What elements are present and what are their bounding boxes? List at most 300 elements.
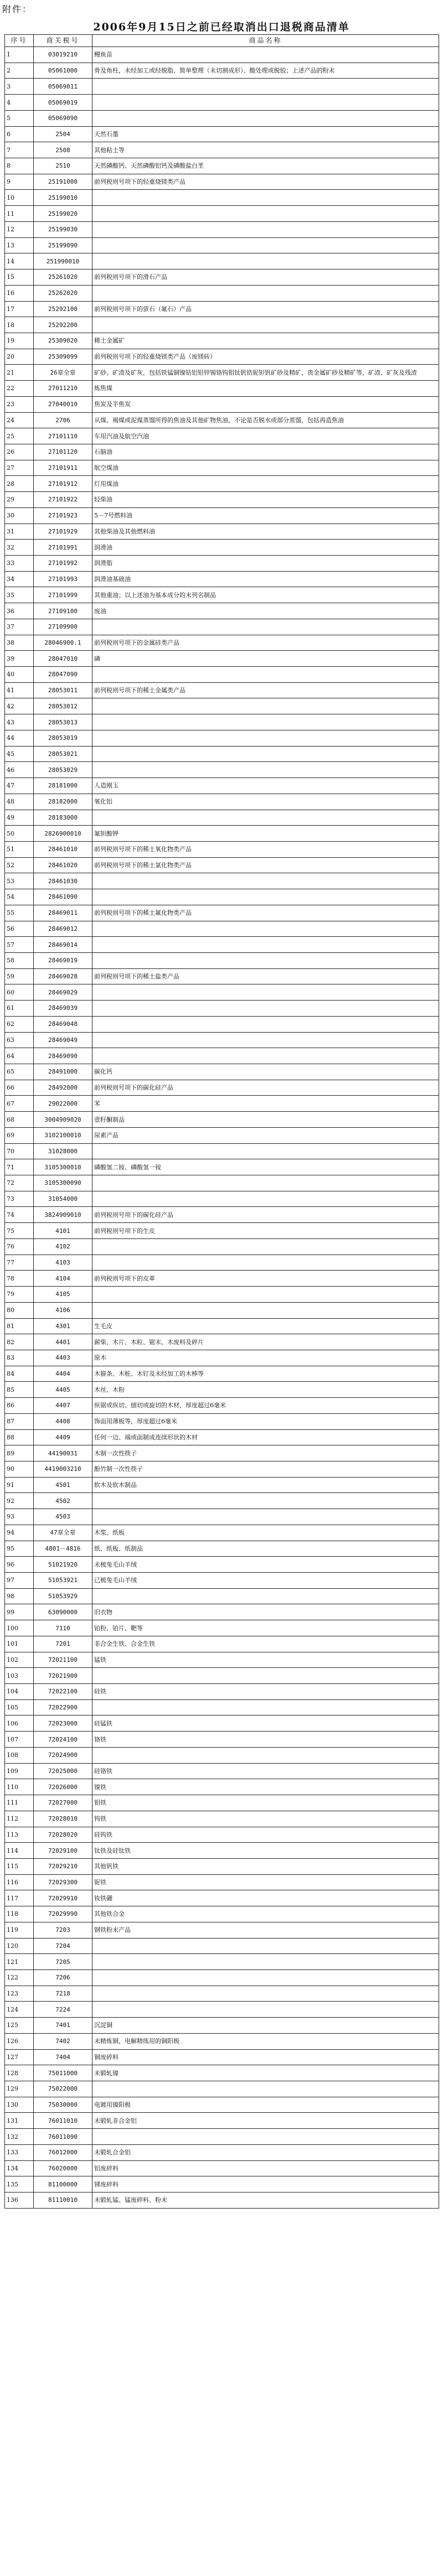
row-seq: 4 xyxy=(5,95,34,111)
row-tariff-code: 72027000 xyxy=(34,1795,92,1811)
row-seq: 37 xyxy=(5,619,34,635)
table-row xyxy=(5,2193,439,2209)
row-goods-name xyxy=(92,1747,439,1763)
table-row xyxy=(5,1573,439,1589)
row-goods-name: 酚竹制一次性筷子 xyxy=(92,1461,439,1477)
row-tariff-code: 3105300010 xyxy=(34,1159,92,1175)
table-row xyxy=(5,2081,439,2097)
row-tariff-code: 28469028 xyxy=(34,968,92,984)
table-row xyxy=(5,1763,439,1779)
row-tariff-code: 03019210 xyxy=(34,47,92,63)
row-seq: 80 xyxy=(5,1302,34,1318)
row-goods-name: 前列税则号项下的稀土氯化物类产品 xyxy=(92,857,439,873)
row-seq: 73 xyxy=(5,1191,34,1207)
row-seq: 130 xyxy=(5,2097,34,2113)
row-tariff-code: 25309099 xyxy=(34,349,92,365)
table-row xyxy=(5,1223,439,1239)
table-row xyxy=(5,1747,439,1763)
table-row xyxy=(5,698,439,714)
table-row xyxy=(5,587,439,603)
row-goods-name: 电镀用镍阳极 xyxy=(92,2097,439,2113)
table-row xyxy=(5,269,439,286)
row-tariff-code: 28047090 xyxy=(34,667,92,683)
row-seq: 134 xyxy=(5,2160,34,2176)
row-goods-name: 其他粘土等 xyxy=(92,142,439,158)
table-row xyxy=(5,79,439,95)
row-seq: 122 xyxy=(5,1969,34,1986)
row-goods-name: 氟钽酸钾 xyxy=(92,826,439,842)
row-tariff-code: 4104 xyxy=(34,1271,92,1287)
row-seq: 135 xyxy=(5,2176,34,2193)
row-goods-name: 车用汽油及航空汽油 xyxy=(92,428,439,444)
table-row xyxy=(5,1890,439,1906)
table-row xyxy=(5,571,439,587)
column-header-seq: 序号 xyxy=(5,35,34,47)
table-row xyxy=(5,1843,439,1859)
row-seq: 121 xyxy=(5,1954,34,1970)
table-row xyxy=(5,619,439,635)
row-goods-name: 壹籽酮制品 xyxy=(92,1112,439,1128)
row-tariff-code: 25199090 xyxy=(34,237,92,253)
table-row xyxy=(5,603,439,619)
row-goods-name: 未锻轧锰、锰废碎料、粉末 xyxy=(92,2193,439,2209)
row-tariff-code: 27101110 xyxy=(34,428,92,444)
row-seq: 99 xyxy=(5,1604,34,1620)
row-tariff-code: 28461090 xyxy=(34,889,92,905)
table-row xyxy=(5,333,439,349)
row-seq: 62 xyxy=(5,1016,34,1032)
row-goods-name xyxy=(92,1191,439,1207)
row-tariff-code: 4408 xyxy=(34,1413,92,1429)
table-row xyxy=(5,1938,439,1954)
table-row xyxy=(5,952,439,968)
row-tariff-code: 4419003210 xyxy=(34,1461,92,1477)
row-goods-name: 前列税则号项下的碳化硅产品 xyxy=(92,1207,439,1223)
table-row xyxy=(5,190,439,206)
row-tariff-code: 28461010 xyxy=(34,841,92,857)
row-goods-name: 其他铁合金 xyxy=(92,1906,439,1922)
row-goods-name: 未锻轧非合金铝 xyxy=(92,2113,439,2129)
table-row xyxy=(5,968,439,984)
annex-label: 附件： xyxy=(2,4,33,14)
row-seq: 103 xyxy=(5,1668,34,1684)
row-goods-name: 矿砂、矿渣及矿灰，包括铁锰铜镍钴铝铅锌锡铬钨钼钛钒锆铌钽钒矿砂及精矿，贵金属矿砂及精矿等，矿渣、矿灰及残渣 xyxy=(92,365,439,381)
row-seq: 87 xyxy=(5,1413,34,1429)
row-goods-name: 硅铁 xyxy=(92,1684,439,1700)
row-goods-name: 已梳兔毛山羊绒 xyxy=(92,1573,439,1589)
row-goods-name xyxy=(92,762,439,778)
table-row xyxy=(5,1954,439,1970)
row-tariff-code: 27101923 xyxy=(34,507,92,524)
row-seq: 89 xyxy=(5,1445,34,1461)
row-tariff-code: 28053019 xyxy=(34,730,92,746)
row-tariff-code: 27109900 xyxy=(34,619,92,635)
row-seq: 50 xyxy=(5,826,34,842)
row-goods-name: 前列税则号项下的金属硅类产品 xyxy=(92,635,439,651)
row-tariff-code: 25199010 xyxy=(34,190,92,206)
table-row xyxy=(5,1302,439,1318)
table-row xyxy=(5,937,439,953)
row-goods-name: 锰铁 xyxy=(92,1652,439,1668)
row-seq: 97 xyxy=(5,1573,34,1589)
row-tariff-code: 4106 xyxy=(34,1302,92,1318)
table-row xyxy=(5,206,439,222)
table-row xyxy=(5,905,439,921)
row-seq: 59 xyxy=(5,968,34,984)
row-tariff-code: 27101120 xyxy=(34,444,92,460)
row-seq: 117 xyxy=(5,1890,34,1906)
row-tariff-code: 7110 xyxy=(34,1620,92,1636)
row-goods-name xyxy=(92,1668,439,1684)
table-row xyxy=(5,2176,439,2193)
row-tariff-code: 4103 xyxy=(34,1255,92,1271)
row-seq: 36 xyxy=(5,603,34,619)
table-row xyxy=(5,1493,439,1509)
table-row xyxy=(5,428,439,444)
row-tariff-code: 31054000 xyxy=(34,1191,92,1207)
row-seq: 108 xyxy=(5,1747,34,1763)
row-tariff-code: 25191000 xyxy=(34,174,92,190)
row-seq: 57 xyxy=(5,937,34,953)
row-tariff-code: 3824909010 xyxy=(34,1207,92,1223)
table-row xyxy=(5,1413,439,1429)
row-seq: 64 xyxy=(5,1048,34,1064)
row-goods-name xyxy=(92,95,439,111)
row-goods-name: 前列税则号项下的生皮 xyxy=(92,1223,439,1239)
table-row xyxy=(5,651,439,667)
table-row xyxy=(5,476,439,492)
row-seq: 86 xyxy=(5,1398,34,1414)
table-row xyxy=(5,1445,439,1461)
row-tariff-code: 25199030 xyxy=(34,221,92,237)
row-seq: 106 xyxy=(5,1715,34,1732)
row-goods-name: 铬铁 xyxy=(92,1732,439,1748)
table-row xyxy=(5,1541,439,1557)
row-goods-name xyxy=(92,79,439,95)
table-row xyxy=(5,2160,439,2176)
row-tariff-code: 4105 xyxy=(34,1287,92,1303)
row-seq: 8 xyxy=(5,158,34,174)
row-goods-name xyxy=(92,984,439,1001)
row-tariff-code: 72021100 xyxy=(34,1652,92,1668)
row-tariff-code: 2504 xyxy=(34,126,92,142)
row-seq: 65 xyxy=(5,1064,34,1080)
table-row xyxy=(5,301,439,317)
row-seq: 85 xyxy=(5,1382,34,1398)
table-row xyxy=(5,507,439,524)
row-tariff-code: 27109100 xyxy=(34,603,92,619)
row-seq: 124 xyxy=(5,2002,34,2018)
table-row xyxy=(5,349,439,365)
row-seq: 105 xyxy=(5,1699,34,1715)
row-tariff-code: 28469011 xyxy=(34,905,92,921)
row-goods-name: 硅铬铁 xyxy=(92,1763,439,1779)
row-seq: 63 xyxy=(5,1032,34,1048)
row-tariff-code: 72022100 xyxy=(34,1684,92,1700)
row-goods-name xyxy=(92,1032,439,1048)
row-seq: 116 xyxy=(5,1874,34,1890)
row-tariff-code: 72029990 xyxy=(34,1906,92,1922)
row-tariff-code: 25309020 xyxy=(34,333,92,349)
row-goods-name: 前列税则号项下的滑石产品 xyxy=(92,269,439,286)
table-row xyxy=(5,2065,439,2081)
row-goods-name: 碳化钙 xyxy=(92,1064,439,1080)
row-tariff-code: 28181000 xyxy=(34,778,92,794)
row-tariff-code: 4403 xyxy=(34,1350,92,1366)
row-goods-name: 焦炭及半焦炭 xyxy=(92,396,439,412)
table-row xyxy=(5,110,439,126)
row-goods-name xyxy=(92,1048,439,1064)
row-seq: 112 xyxy=(5,1811,34,1827)
row-goods-name xyxy=(92,810,439,826)
table-row xyxy=(5,365,439,381)
row-seq: 11 xyxy=(5,206,34,222)
row-tariff-code: 28491000 xyxy=(34,1064,92,1080)
table-row xyxy=(5,873,439,889)
table-row xyxy=(5,1001,439,1017)
row-tariff-code: 72025000 xyxy=(34,1763,92,1779)
table-row xyxy=(5,2097,439,2113)
table-row xyxy=(5,2144,439,2160)
row-seq: 46 xyxy=(5,762,34,778)
row-seq: 33 xyxy=(5,556,34,572)
row-seq: 129 xyxy=(5,2081,34,2097)
row-tariff-code: 72029100 xyxy=(34,1843,92,1859)
row-seq: 125 xyxy=(5,2018,34,2034)
table-row xyxy=(5,1969,439,1986)
row-tariff-code: 4301 xyxy=(34,1318,92,1334)
row-tariff-code: 75011000 xyxy=(34,2065,92,2081)
row-goods-name: 任何一边、端或面制成连续形状的木材 xyxy=(92,1429,439,1445)
row-goods-name xyxy=(92,1175,439,1191)
table-row xyxy=(5,95,439,111)
row-seq: 120 xyxy=(5,1938,34,1954)
row-tariff-code: 51021920 xyxy=(34,1557,92,1573)
row-seq: 110 xyxy=(5,1779,34,1795)
row-goods-name: 钢铁粉末产品 xyxy=(92,1922,439,1938)
row-tariff-code: 63090000 xyxy=(34,1604,92,1620)
row-seq: 41 xyxy=(5,682,34,698)
row-tariff-code: 7204 xyxy=(34,1938,92,1954)
row-tariff-code: 29022000 xyxy=(34,1096,92,1112)
row-seq: 111 xyxy=(5,1795,34,1811)
row-tariff-code: 72026000 xyxy=(34,1779,92,1795)
row-goods-name xyxy=(92,2081,439,2097)
row-tariff-code: 4101 xyxy=(34,1223,92,1239)
row-tariff-code: 72024100 xyxy=(34,1732,92,1748)
row-seq: 75 xyxy=(5,1223,34,1239)
row-tariff-code: 28183000 xyxy=(34,810,92,826)
table-row xyxy=(5,126,439,142)
table-row xyxy=(5,714,439,730)
row-goods-name: 前列税则号项下的稀土氧化物类产品 xyxy=(92,841,439,857)
column-header-code: 商关税号 xyxy=(34,35,92,47)
table-row xyxy=(5,1127,439,1143)
row-goods-name xyxy=(92,1302,439,1318)
table-row xyxy=(5,1207,439,1223)
row-goods-name xyxy=(92,1699,439,1715)
table-row xyxy=(5,1159,439,1175)
row-tariff-code: 4401 xyxy=(34,1334,92,1350)
row-tariff-code: 251990010 xyxy=(34,253,92,269)
row-seq: 24 xyxy=(5,412,34,428)
row-seq: 56 xyxy=(5,921,34,937)
row-seq: 2 xyxy=(5,63,34,79)
row-seq: 55 xyxy=(5,905,34,921)
row-tariff-code: 7224 xyxy=(34,2002,92,2018)
row-tariff-code: 4502 xyxy=(34,1493,92,1509)
row-seq: 101 xyxy=(5,1636,34,1652)
row-goods-name xyxy=(92,1255,439,1271)
row-seq: 96 xyxy=(5,1557,34,1573)
table-row xyxy=(5,2049,439,2065)
table-row xyxy=(5,1096,439,1112)
row-goods-name: 未梳兔毛山羊绒 xyxy=(92,1557,439,1573)
row-tariff-code: 72024900 xyxy=(34,1747,92,1763)
row-tariff-code: 28046900.1 xyxy=(34,635,92,651)
row-tariff-code: 25261020 xyxy=(34,269,92,286)
row-tariff-code: 7218 xyxy=(34,1986,92,2002)
row-goods-name xyxy=(92,237,439,253)
row-tariff-code: 81100000 xyxy=(34,2176,92,2193)
row-goods-name: 鳗鱼苗 xyxy=(92,47,439,63)
row-tariff-code: 05069090 xyxy=(34,110,92,126)
row-goods-name: 轻柴油 xyxy=(92,492,439,508)
row-goods-name xyxy=(92,221,439,237)
table-row xyxy=(5,1620,439,1636)
table-row xyxy=(5,1732,439,1748)
row-goods-name xyxy=(92,2002,439,2018)
row-goods-name: 石脑油 xyxy=(92,444,439,460)
row-seq: 119 xyxy=(5,1922,34,1938)
table-row xyxy=(5,635,439,651)
table-row xyxy=(5,2018,439,2034)
row-seq: 6 xyxy=(5,126,34,142)
row-tariff-code: 4501 xyxy=(34,1477,92,1493)
table-row xyxy=(5,1461,439,1477)
table-row xyxy=(5,1811,439,1827)
row-goods-name: 磷酸氢二铵、磷酸氢一铵 xyxy=(92,1159,439,1175)
row-tariff-code: 4801－4816 xyxy=(34,1541,92,1557)
row-seq: 9 xyxy=(5,174,34,190)
row-seq: 90 xyxy=(5,1461,34,1477)
table-row xyxy=(5,47,439,63)
row-seq: 113 xyxy=(5,1827,34,1843)
row-goods-name xyxy=(92,937,439,953)
row-goods-name: 5－7号燃料油 xyxy=(92,507,439,524)
row-seq: 93 xyxy=(5,1509,34,1525)
row-tariff-code: 05061000 xyxy=(34,63,92,79)
table-row xyxy=(5,221,439,237)
row-tariff-code: 28469012 xyxy=(34,921,92,937)
row-goods-name xyxy=(92,1238,439,1255)
table-row xyxy=(5,794,439,810)
row-tariff-code: 75022000 xyxy=(34,2081,92,2097)
table-row xyxy=(5,1779,439,1795)
table-row xyxy=(5,540,439,556)
table-row xyxy=(5,1715,439,1732)
table-row xyxy=(5,1588,439,1604)
table-row xyxy=(5,63,439,79)
row-seq: 60 xyxy=(5,984,34,1001)
row-goods-name: 钛铁及硅钛铁 xyxy=(92,1843,439,1859)
row-tariff-code: 76011010 xyxy=(34,2113,92,2129)
row-goods-name: 铜废碎料 xyxy=(92,2049,439,2065)
row-goods-name xyxy=(92,206,439,222)
row-tariff-code: 25292200 xyxy=(34,317,92,333)
row-goods-name xyxy=(92,889,439,905)
table-row xyxy=(5,1795,439,1811)
row-goods-name: 锑废碎料 xyxy=(92,2176,439,2193)
table-row xyxy=(5,778,439,794)
table-row xyxy=(5,285,439,301)
row-seq: 78 xyxy=(5,1271,34,1287)
table-row xyxy=(5,1287,439,1303)
row-seq: 44 xyxy=(5,730,34,746)
row-seq: 45 xyxy=(5,746,34,762)
row-goods-name xyxy=(92,2129,439,2145)
table-row xyxy=(5,1016,439,1032)
row-tariff-code: 3102100010 xyxy=(34,1127,92,1143)
row-goods-name xyxy=(92,1954,439,1970)
row-goods-name: 镍铁 xyxy=(92,1779,439,1795)
row-tariff-code: 72022900 xyxy=(34,1699,92,1715)
row-goods-name: 骨及角柱，未经加工或经脱脂、简单整理（未切割成形）、酸处理或脱胶；上述产品的粉末 xyxy=(92,63,439,79)
table-body xyxy=(5,47,439,2209)
row-seq: 49 xyxy=(5,810,34,826)
table-row xyxy=(5,1477,439,1493)
row-tariff-code: 27101991 xyxy=(34,540,92,556)
row-tariff-code: 28469029 xyxy=(34,984,92,1001)
row-seq: 69 xyxy=(5,1127,34,1143)
row-goods-name: 旧衣物 xyxy=(92,1604,439,1620)
row-tariff-code: 47章全章 xyxy=(34,1525,92,1541)
row-tariff-code: 7206 xyxy=(34,1969,92,1986)
row-seq: 74 xyxy=(5,1207,34,1223)
row-tariff-code: 76011090 xyxy=(34,2129,92,2145)
row-goods-name: 未锻轧合金铝 xyxy=(92,2144,439,2160)
table-row xyxy=(5,237,439,253)
table-row xyxy=(5,1255,439,1271)
table-row xyxy=(5,2002,439,2018)
row-seq: 3 xyxy=(5,79,34,95)
table-row xyxy=(5,1048,439,1064)
row-goods-name: 未锻轧镍 xyxy=(92,2065,439,2081)
row-tariff-code: 28469048 xyxy=(34,1016,92,1032)
row-seq: 13 xyxy=(5,237,34,253)
row-tariff-code: 7402 xyxy=(34,2033,92,2049)
row-seq: 35 xyxy=(5,587,34,603)
row-seq: 43 xyxy=(5,714,34,730)
row-tariff-code: 27040010 xyxy=(34,396,92,412)
row-seq: 81 xyxy=(5,1318,34,1334)
row-goods-name xyxy=(92,110,439,126)
row-tariff-code: 27101912 xyxy=(34,476,92,492)
row-seq: 17 xyxy=(5,301,34,317)
row-seq: 27 xyxy=(5,460,34,476)
table-row xyxy=(5,317,439,333)
row-goods-name: 前列税则号项下的稀土氟化物类产品 xyxy=(92,905,439,921)
row-goods-name xyxy=(92,667,439,683)
row-tariff-code: 25199020 xyxy=(34,206,92,222)
table-row xyxy=(5,1143,439,1159)
row-seq: 30 xyxy=(5,507,34,524)
row-goods-name: 钕铁硼 xyxy=(92,1890,439,1906)
row-tariff-code: 25292100 xyxy=(34,301,92,317)
row-tariff-code: 76012000 xyxy=(34,2144,92,2160)
row-seq: 34 xyxy=(5,571,34,587)
table-row xyxy=(5,1684,439,1700)
